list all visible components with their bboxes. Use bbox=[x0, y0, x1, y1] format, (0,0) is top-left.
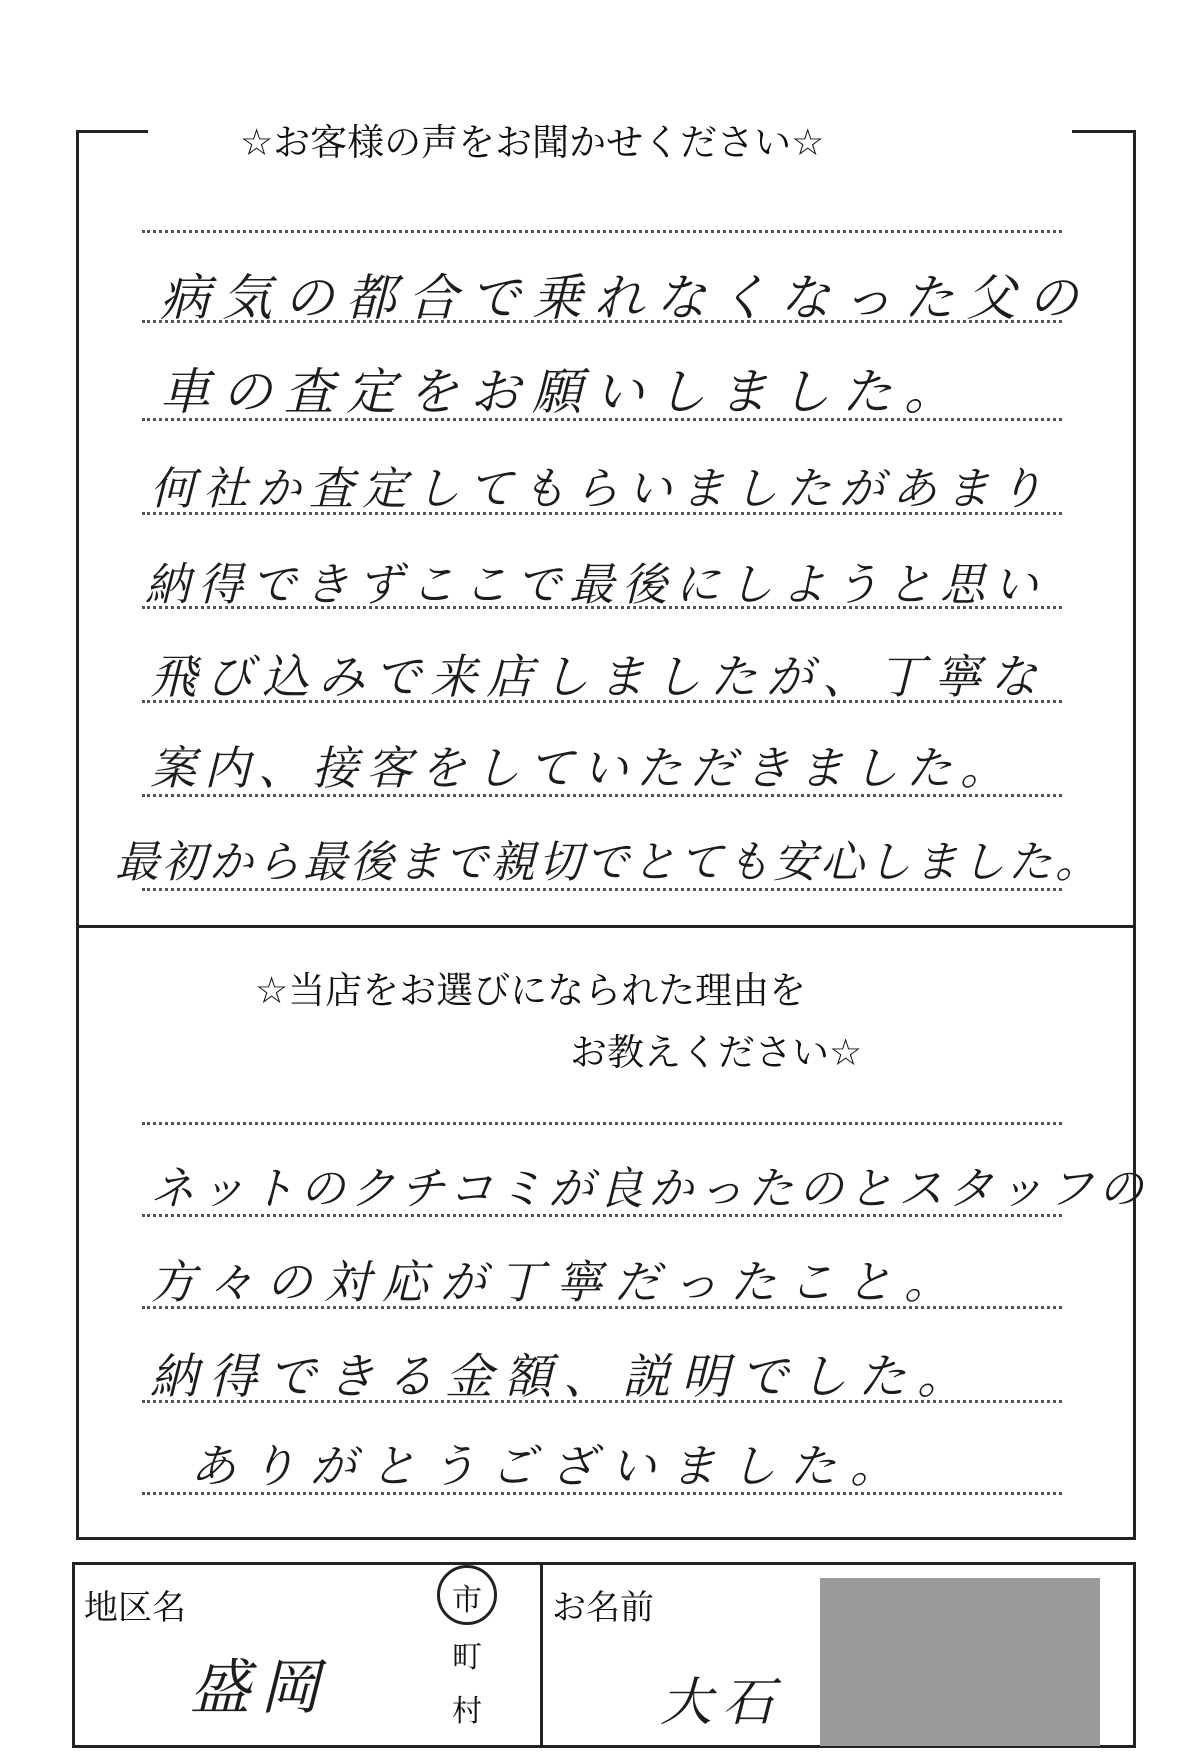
area-value: 盛岡 bbox=[190, 1653, 330, 1723]
reason-line: ネットのクチコミが良かったのとスタッフの bbox=[150, 1162, 1149, 1215]
voice-line: 病気の都合で乗れなくなった父の bbox=[160, 269, 1090, 327]
redacted-name-box bbox=[820, 1578, 1100, 1746]
voice-line: 飛び込みで来店しましたが、丁寧な bbox=[150, 650, 1046, 705]
section-divider bbox=[76, 925, 1136, 928]
writing-line bbox=[142, 1122, 1062, 1125]
town-option: 町 bbox=[452, 1640, 482, 1675]
reason-section-heading-line2: お教えください☆ bbox=[570, 1031, 863, 1074]
customer-info-divider bbox=[540, 1562, 543, 1748]
voice-section-heading: ☆お客様の声をお聞かせください☆ bbox=[240, 121, 825, 164]
writing-line bbox=[142, 230, 1062, 233]
voice-line: 納得できずここで最後にしようと思い bbox=[145, 558, 1047, 611]
voice-line: 車の査定をお願いしました。 bbox=[160, 363, 966, 421]
name-value: 大石 bbox=[660, 1673, 785, 1733]
frame-top-left-line bbox=[76, 130, 148, 133]
area-label: 地区名 bbox=[84, 1588, 186, 1628]
voice-line: 案内、接客をしていただきました。 bbox=[150, 741, 1014, 795]
reason-line: 方々の対応が丁寧だったこと。 bbox=[150, 1255, 962, 1309]
name-label: お名前 bbox=[552, 1588, 654, 1628]
voice-line: 最初から最後まで親切でとても安心しました。 bbox=[115, 837, 1102, 888]
reason-line: ありがとうございました。 bbox=[190, 1439, 910, 1493]
reason-line: 納得できる金額、説明でした。 bbox=[150, 1349, 977, 1405]
voice-line: 何社か査定してもらいましたがあまり bbox=[150, 462, 1052, 515]
reason-section-heading-line1: ☆当店をお選びになられた理由を bbox=[255, 969, 807, 1012]
frame-top-right-line bbox=[1072, 130, 1136, 133]
village-option: 村 bbox=[452, 1694, 482, 1729]
city-option: 市 bbox=[452, 1583, 482, 1618]
